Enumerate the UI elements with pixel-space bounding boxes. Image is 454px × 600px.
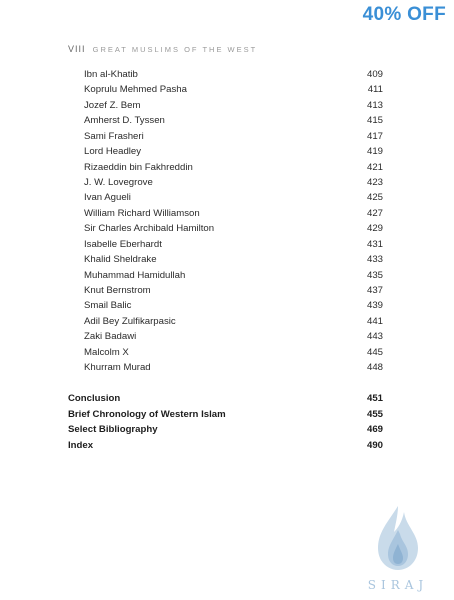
chapter-row	[0, 129, 454, 144]
chapter-row	[0, 252, 454, 267]
page-number: 417	[366, 131, 383, 142]
chapter-row	[0, 67, 454, 82]
chapter-row	[0, 175, 454, 190]
page-number: 435	[366, 270, 383, 281]
page-number: 431	[366, 239, 383, 250]
chapter-row	[0, 221, 454, 236]
page-number: 413	[366, 100, 383, 111]
chapter-title: Jozef Z. Bem	[84, 100, 141, 111]
chapter-title: Sami Frasheri	[84, 131, 144, 142]
chapter-row	[0, 283, 454, 298]
page-number: 445	[366, 347, 383, 358]
section-row	[0, 407, 454, 422]
page-number: 419	[366, 146, 383, 157]
chapter-row	[0, 160, 454, 175]
page-number: 409	[366, 69, 383, 80]
section-row	[0, 438, 454, 453]
chapter-row	[0, 113, 454, 128]
chapter-row	[0, 98, 454, 113]
chapter-title: Adil Bey Zulfikarpasic	[84, 316, 176, 327]
chapter-row	[0, 190, 454, 205]
chapter-title: Khurram Murad	[84, 362, 151, 373]
chapter-title: Sir Charles Archibald Hamilton	[84, 223, 215, 234]
page-number: 429	[366, 223, 383, 234]
page-number: 448	[366, 362, 383, 373]
chapter-title: Smail Balic	[84, 300, 132, 311]
page-number: 490	[366, 440, 383, 451]
chapter-title: Isabelle Eberhardt	[84, 239, 162, 250]
page-number: 425	[366, 192, 383, 203]
chapter-title: Amherst D. Tyssen	[84, 115, 165, 126]
chapter-title: Ivan Agueli	[84, 192, 131, 203]
book-title: GREAT MUSLIMS OF THE WEST	[92, 45, 258, 54]
page-number: 421	[366, 162, 383, 173]
page-number: 415	[366, 115, 383, 126]
chapter-row	[0, 268, 454, 283]
page-number: 469	[366, 424, 383, 435]
page-number: 441	[366, 316, 383, 327]
chapter-title: Rizaeddin bin Fakhreddin	[84, 162, 193, 173]
page-number: 443	[366, 331, 383, 342]
section-title: Index	[68, 440, 94, 451]
chapter-row	[0, 360, 454, 375]
page-number: 411	[367, 84, 383, 95]
chapter-title: Koprulu Mehmed Pasha	[84, 84, 187, 95]
chapter-title: Lord Headley	[84, 146, 142, 157]
chapter-row	[0, 345, 454, 360]
page-number: 423	[366, 177, 383, 188]
page-number: 427	[366, 208, 383, 219]
section-row	[0, 391, 454, 406]
running-head	[68, 44, 257, 54]
section-title: Brief Chronology of Western Islam	[68, 409, 226, 420]
chapter-row	[0, 329, 454, 344]
discount-badge: 40% OFF	[362, 4, 446, 25]
page-number: 433	[366, 254, 383, 265]
page-number: 451	[366, 393, 383, 404]
page-number: 439	[366, 300, 383, 311]
section-row	[0, 422, 454, 437]
chapter-row	[0, 206, 454, 221]
chapter-row	[0, 144, 454, 159]
chapter-row	[0, 314, 454, 329]
page-number: VIII	[68, 44, 86, 54]
page-number: 455	[366, 409, 383, 420]
chapter-title: Khalid Sheldrake	[84, 254, 157, 265]
page-number: 437	[366, 285, 383, 296]
chapter-row	[0, 237, 454, 252]
chapter-title: Knut Bernstrom	[84, 285, 151, 296]
watermark-text: SIRAJ	[367, 578, 429, 592]
section-title: Select Bibliography	[68, 424, 158, 435]
chapter-title: Muhammad Hamidullah	[84, 270, 186, 281]
chapter-title: Malcolm X	[84, 347, 129, 358]
chapter-row	[0, 298, 454, 313]
chapter-title: Zaki Badawi	[84, 331, 137, 342]
chapter-title: Ibn al-Khatib	[84, 69, 138, 80]
section-title: Conclusion	[68, 393, 121, 404]
chapter-row	[0, 82, 454, 97]
chapter-title: J. W. Lovegrove	[84, 177, 153, 188]
chapter-title: William Richard Williamson	[84, 208, 200, 219]
